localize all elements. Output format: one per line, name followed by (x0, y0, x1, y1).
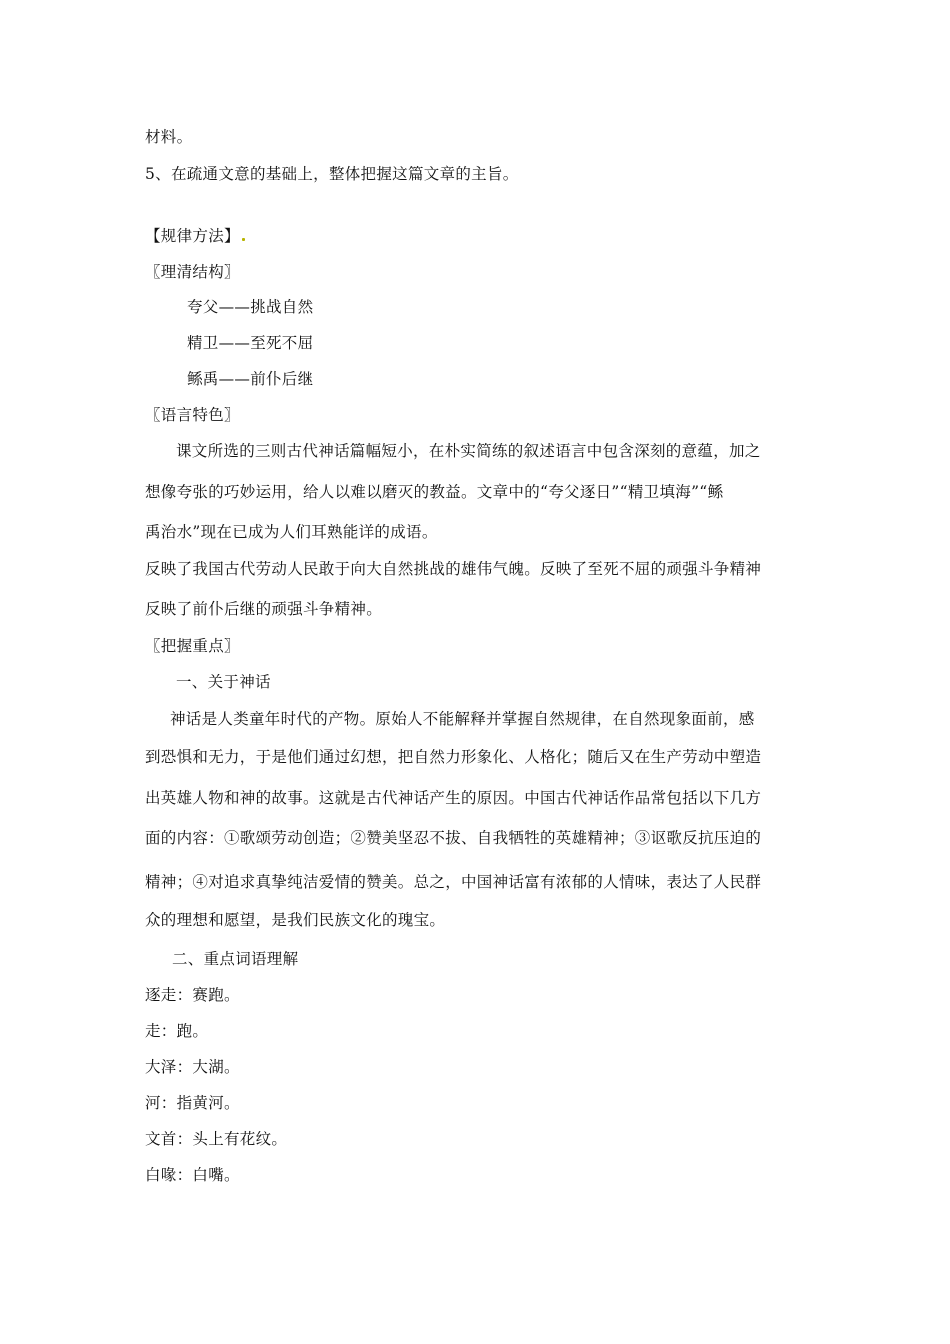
structure-item: 精卫——至死不屈 (187, 334, 314, 352)
text-line: 面的内容：①歌颂劳动创造；②赞美坚忍不拔、自我牺牲的英雄精神；③讴歌反抗压迫的 (145, 829, 762, 847)
text-line: 5、在疏通文意的基础上，整体把握这篇文章的主旨。 (145, 165, 519, 183)
section-heading-text: 【规律方法】 (145, 227, 240, 245)
text-line: 众的理想和愿望，是我们民族文化的瑰宝。 (145, 911, 446, 929)
mark-dot (242, 238, 245, 241)
structure-item: 夸父——挑战自然 (187, 298, 314, 316)
subsection-heading: 〖把握重点〗 (145, 637, 240, 655)
structure-item: 鲧禹——前仆后继 (187, 370, 314, 388)
subsection-heading: 〖理清结构〗 (145, 263, 240, 281)
vocab-item: 河：指黄河。 (145, 1094, 240, 1112)
text-line: 课文所选的三则古代神话篇幅短小，在朴实简练的叙述语言中包含深刻的意蕴，加之 (176, 442, 761, 460)
text-line: 反映了前仆后继的顽强斗争精神。 (145, 600, 383, 618)
vocab-item: 文首：头上有花纹。 (145, 1130, 288, 1148)
text-line: 精神；④对追求真挚纯洁爱情的赞美。总之，中国神话富有浓郁的人情味，表达了人民群 (145, 873, 762, 891)
vocab-item: 逐走：赛跑。 (145, 986, 240, 1004)
text-line: 到恐惧和无力，于是他们通过幻想，把自然力形象化、人格化；随后又在生产劳动中塑造 (145, 748, 762, 766)
vocab-item: 走：跑。 (145, 1022, 209, 1040)
text-line: 想像夸张的巧妙运用，给人以难以磨灭的教益。文章中的“夸父逐日”“精卫填海”“鲧 (145, 483, 724, 501)
text-line: 禹治水”现在已成为人们耳熟能详的成语。 (145, 523, 438, 541)
text-line: 材料。 (145, 128, 193, 146)
subsection-heading: 〖语言特色〗 (145, 406, 240, 424)
vocab-item: 大泽：大湖。 (145, 1058, 240, 1076)
text-line: 反映了我国古代劳动人民敢于向大自然挑战的雄伟气魄。反映了至死不屈的顽强斗争精神 (145, 560, 762, 578)
numbered-heading: 二、重点词语理解 (172, 950, 299, 968)
text-line: 神话是人类童年时代的产物。原始人不能解释并掌握自然规律，在自然现象面前，感 (170, 710, 755, 728)
vocab-item: 白喙：白嘴。 (145, 1166, 240, 1184)
numbered-heading: 一、关于神话 (176, 673, 271, 691)
text-line: 出英雄人物和神的故事。这就是古代神话产生的原因。中国古代神话作品常包括以下几方 (145, 789, 762, 807)
section-heading (145, 226, 245, 246)
